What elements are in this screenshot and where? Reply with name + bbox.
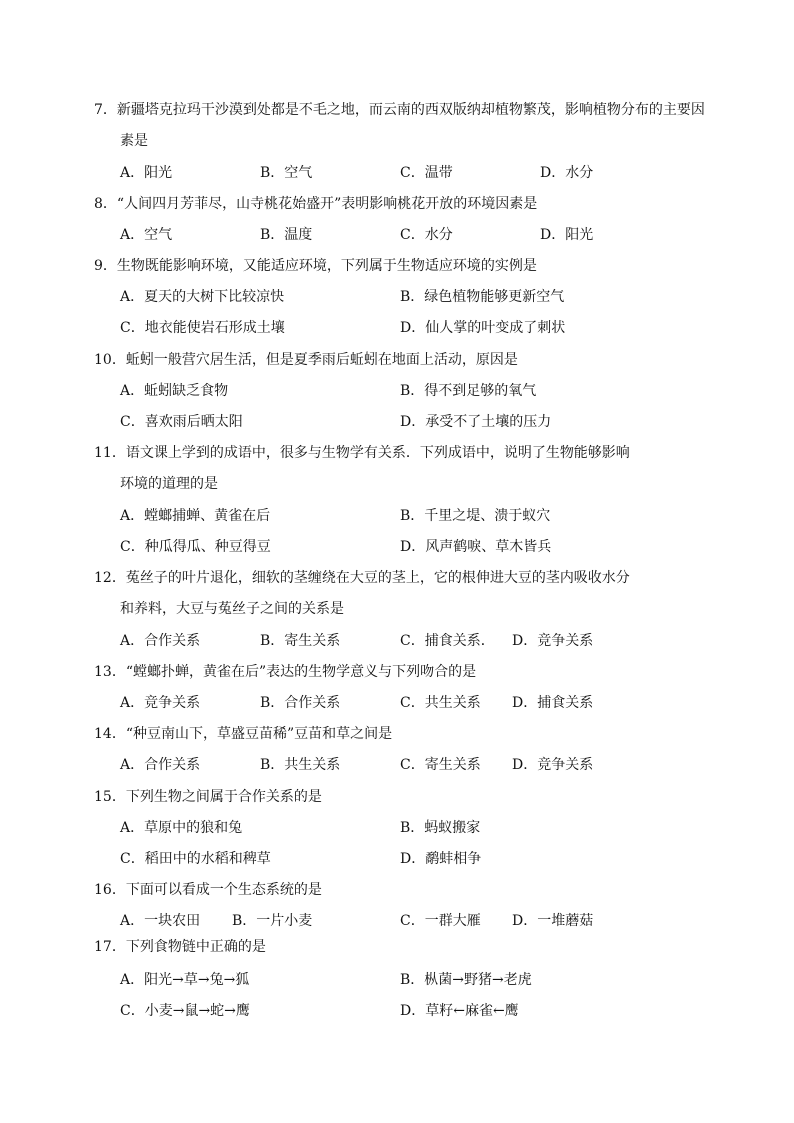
option-d: D．鹬蚌相争 [400, 851, 482, 867]
question-stem: 14．“种豆南山下，草盛豆苗稀”豆苗和草之间是 [94, 726, 393, 742]
option-b: B．千里之堤、溃于蚁穴 [400, 508, 551, 524]
question-stem-continued: 和养料，大豆与菟丝子之间的关系是 [120, 601, 344, 617]
option-b: B．得不到足够的氧气 [400, 383, 537, 399]
option-a: A．蚯蚓缺乏食物 [120, 383, 229, 399]
option-b: B．一片小麦 [232, 913, 313, 929]
question-stem: 12．菟丝子的叶片退化，细软的茎缠绕在大豆的茎上，它的根伸进大豆的茎内吸收水分 [94, 570, 630, 586]
option-d: D．一堆蘑菇 [512, 913, 594, 929]
option-a: A．一块农田 [120, 913, 201, 929]
question-stem: 8．“人间四月芳菲尽，山寺桃花始盛开”表明影响桃花开放的环境因素是 [94, 196, 538, 212]
question-stem: 13．“螳螂扑蝉，黄雀在后”表达的生物学意义与下列吻合的是 [94, 664, 477, 680]
option-c: C．一群大雁 [400, 913, 481, 929]
option-c: C．种瓜得瓜、种豆得豆 [120, 539, 271, 555]
question-stem: 7．新疆塔克拉玛干沙漠到处都是不毛之地，而云南的西双版纳却植物繁茂，影响植物分布的主要因 [94, 102, 705, 118]
option-a: A．草原中的狼和兔 [120, 820, 243, 836]
option-c: C．共生关系 [400, 695, 481, 711]
question-stem: 11．语文课上学到的成语中，很多与生物学有关系．下列成语中，说明了生物能够影响 [94, 445, 630, 461]
question-stem: 9．生物既能影响环境，又能适应环境，下列属于生物适应环境的实例是 [94, 258, 537, 274]
question-stem: 16．下面可以看成一个生态系统的是 [94, 882, 322, 898]
question-stem-continued: 素是 [120, 133, 148, 149]
option-d: D．捕食关系 [512, 695, 594, 711]
question-stem: 17．下列食物链中正确的是 [94, 939, 266, 955]
option-a: A．竞争关系 [120, 695, 201, 711]
option-d: D．竞争关系 [512, 757, 594, 773]
option-d: D．风声鹤唳、草木皆兵 [400, 539, 552, 555]
question-stem-continued: 环境的道理的是 [120, 476, 218, 492]
option-d: D．阳光 [540, 227, 594, 243]
option-a: A．阳光 [120, 165, 173, 181]
option-d: D．竞争关系 [512, 633, 594, 649]
option-a: A．螳螂捕蝉、黄雀在后 [120, 508, 271, 524]
option-c: C．水分 [400, 227, 453, 243]
option-a: A．合作关系 [120, 633, 201, 649]
option-b: B．共生关系 [260, 757, 341, 773]
option-c: C．小麦→鼠→蛇→鹰 [120, 1003, 250, 1019]
option-d: D．草籽←麻雀←鹰 [400, 1003, 519, 1019]
option-c: C．稻田中的水稻和稗草 [120, 851, 271, 867]
option-d: D．仙人掌的叶变成了刺状 [400, 320, 566, 336]
option-a: A．合作关系 [120, 757, 201, 773]
option-b: B．合作关系 [260, 695, 341, 711]
option-c: C．温带 [400, 165, 453, 181]
option-a: A．阳光→草→兔→狐 [120, 972, 250, 988]
option-a: A．夏天的大树下比较凉快 [120, 289, 285, 305]
question-stem: 10．蚯蚓一般营穴居生活，但是夏季雨后蚯蚓在地面上活动，原因是 [94, 352, 518, 368]
option-b: B．寄生关系 [260, 633, 341, 649]
question-stem: 15．下列生物之间属于合作关系的是 [94, 789, 322, 805]
option-c: C．喜欢雨后晒太阳 [120, 414, 243, 430]
option-b: B．温度 [260, 227, 313, 243]
option-c: C．寄生关系 [400, 757, 481, 773]
option-c: C．地衣能使岩石形成土壤 [120, 320, 285, 336]
option-a: A．空气 [120, 227, 173, 243]
option-c: C．捕食关系． [400, 633, 495, 649]
option-b: B．空气 [260, 165, 313, 181]
option-b: B．枞菌→野猪→老虎 [400, 972, 532, 988]
option-b: B．蚂蚁搬家 [400, 820, 481, 836]
option-b: B．绿色植物能够更新空气 [400, 289, 565, 305]
option-d: D．水分 [540, 165, 594, 181]
option-d: D．承受不了土壤的压力 [400, 414, 552, 430]
